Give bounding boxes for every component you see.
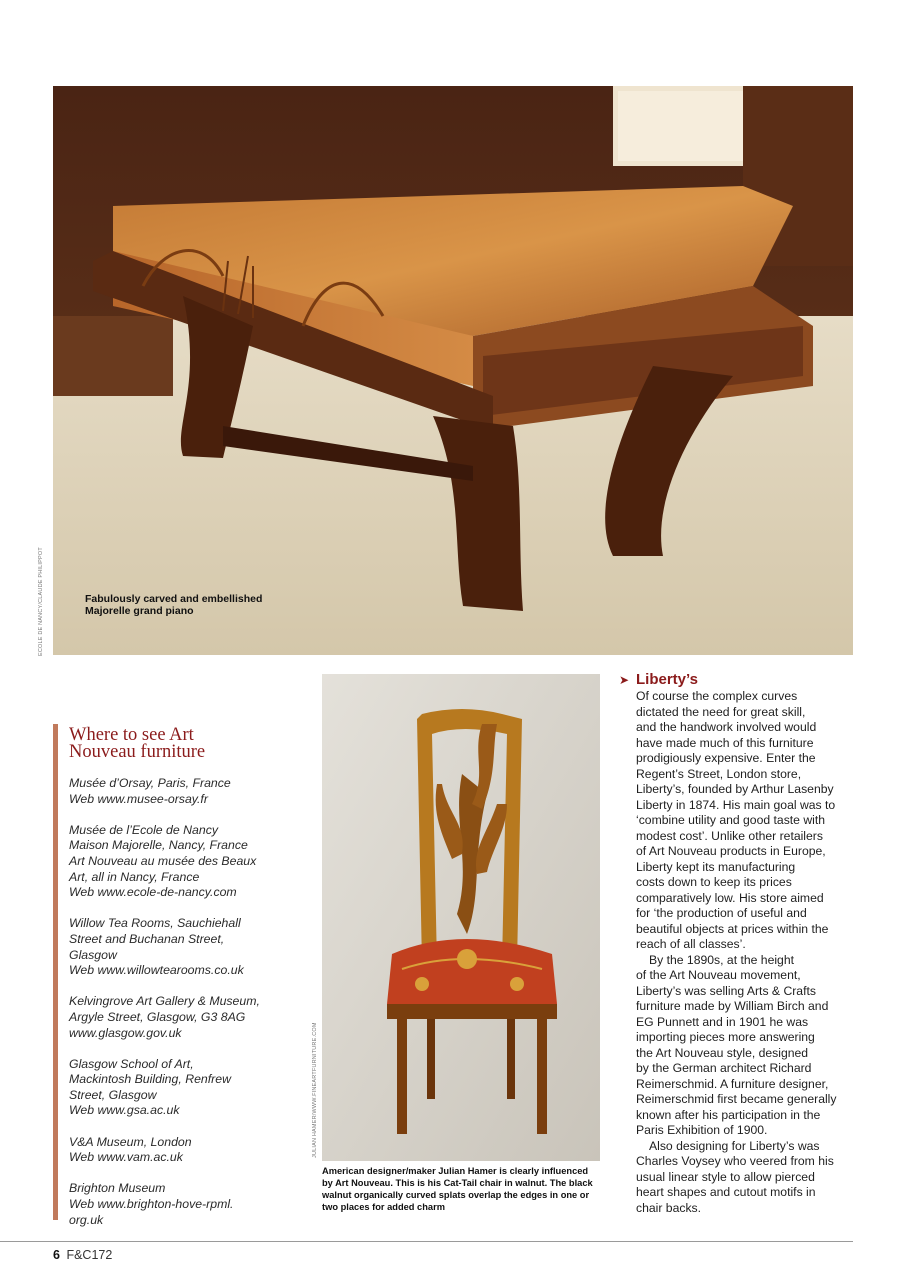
- arrow-right-icon: ➤: [619, 672, 630, 687]
- paragraph-3: Also designing for Liberty’s was Charles Voysey who veered from his usual linear style to allow pierced heart shapes and cutout motifs in chair backs.: [636, 1138, 834, 1215]
- venue-list: [69, 776, 283, 1228]
- chair-photo-credit: JULIAN HAMER/WWW.FINEARTFURNITURE.COM: [312, 1022, 318, 1158]
- chair-photo: [322, 674, 600, 1161]
- venue-musee-orsay: Musée d’Orsay, Paris, France Web www.musee-orsay.fr: [69, 776, 231, 806]
- article-title: Liberty’s: [636, 671, 698, 688]
- caption-line: Fabulously carved and embellished: [85, 593, 263, 605]
- paragraph-2: By the 1890s, at the height of the Art Nouveau movement, Liberty’s was selling Arts & Crafts furniture made by William Birch and EG Punnett and in 1901 he was importing pieces more answering the Art Nouveau style, designed by the German architect Richard Reimerschmid. A furniture designer, Reimerschmid first became generally known after his participation in the Paris Exhibition of 1900.: [636, 952, 837, 1137]
- paragraph-1: Of course the complex curves dictated the need for great skill, and the handwork involved would have made much of this furniture prodigiously expensive. Enter the Regent’s Street, London store, Liberty’s, founded by Arthur Lasenby Liberty in 1874. His main goal was to ‘combine utility and good taste with modest cost’. Unlike other retailers of Art Nouveau products in Europe, Liberty kept its manufacturing costs down to keep its prices comparatively low. His store aimed for ‘the production of useful and beautiful objects at prices within the reach of all classes’.: [636, 689, 836, 951]
- where-to-see-box: [53, 724, 283, 1227]
- caption-line: Majorelle grand piano: [85, 605, 194, 617]
- piano-illustration: [53, 86, 853, 655]
- article-header: [619, 671, 859, 688]
- venue-ecole-de-nancy: Musée de l’Ecole de Nancy Maison Majorelle, Nancy, France Art Nouveau au musée des Beaux Art, all in Nancy, France Web www.ecole-de-nancy.com: [69, 822, 257, 900]
- libertys-article: [619, 671, 859, 1216]
- cat-tail-chair-illustration: [322, 674, 600, 1161]
- venue-va-museum: V&A Museum, London Web www.vam.ac.uk: [69, 1134, 192, 1165]
- page-folio: [53, 1248, 112, 1262]
- venue-willow-tea-rooms: Willow Tea Rooms, Sauchiehall Street and Buchanan Street, Glasgow Web www.willowtearooms.co.uk: [69, 916, 244, 978]
- chair-caption: American designer/maker Julian Hamer is clearly influenced by Art Nouveau. This is his Cat-Tail chair in walnut. The black walnut organically curved splats overlap the edges in one or two places for added charm: [322, 1166, 593, 1212]
- piano-photo-credit: ECOLE DE NANCY/CLAUDE PHILIPPOT: [38, 547, 44, 656]
- venue-glasgow-school-of-art: Glasgow School of Art, Mackintosh Building, Renfrew Street, Glasgow Web www.gsa.ac.uk: [69, 1056, 231, 1118]
- piano-photo: [53, 86, 853, 655]
- piano-caption: [85, 593, 305, 617]
- issue-label: F&C172: [66, 1248, 113, 1262]
- page-number: 6: [53, 1248, 60, 1262]
- sidebar-title: Where to see Art Nouveau furniture: [69, 725, 206, 762]
- venue-kelvingrove: Kelvingrove Art Gallery & Museum, Argyle Street, Glasgow, G3 8AG www.glasgow.gov.uk: [69, 994, 260, 1040]
- footer-rule: [0, 1241, 853, 1242]
- article-body: [636, 689, 859, 1216]
- venue-brighton-museum: Brighton Museum Web www.brighton-hove-rpml. org.uk: [69, 1181, 234, 1227]
